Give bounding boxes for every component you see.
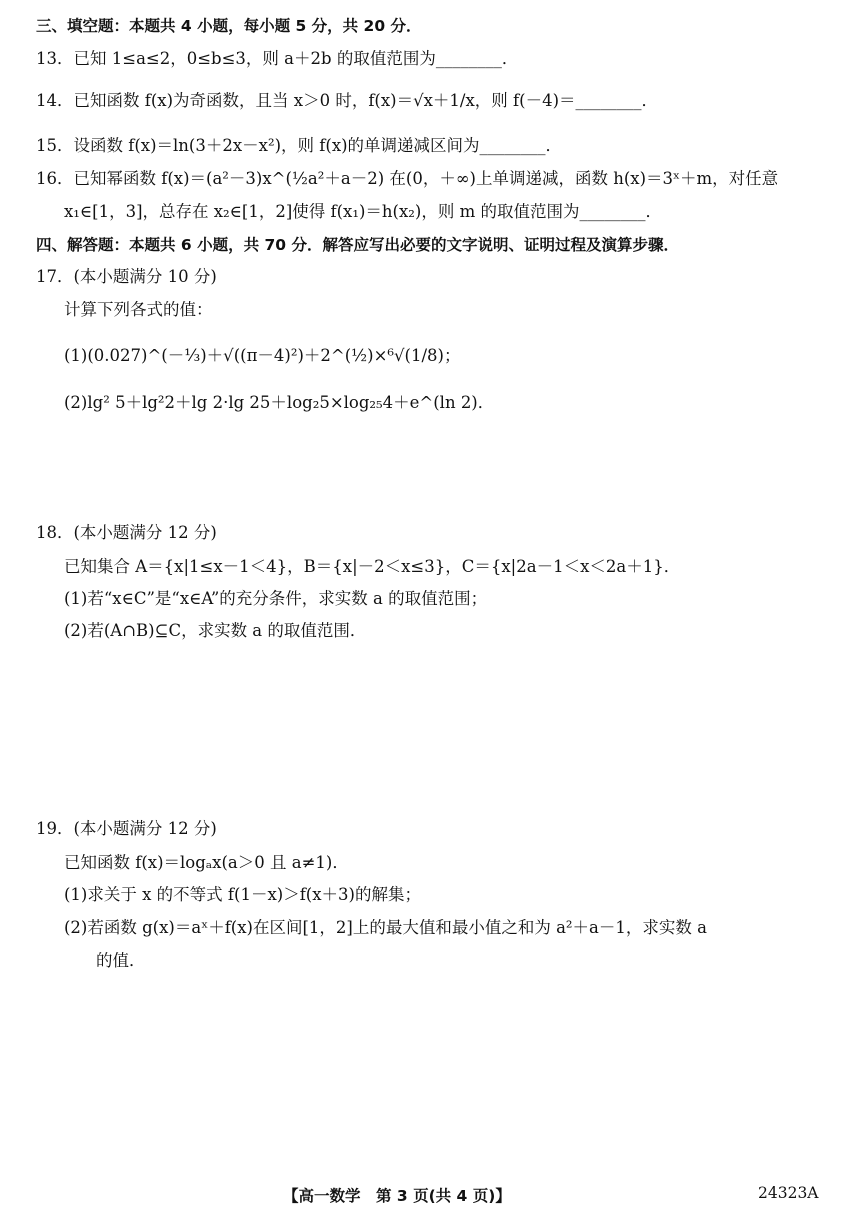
- question-19-head: 19．(本小题满分 12 分): [36, 819, 217, 838]
- question-19-part2-line2: 的值．: [96, 951, 146, 970]
- question-17-part1: (1)(0.027)^(－⅓)＋√((π－4)²)＋2^(½)×⁶√(1/8)；: [64, 346, 461, 365]
- exam-code: 24323A: [758, 1184, 819, 1202]
- question-17-part2: (2)lg² 5＋lg²2＋lg 2·lg 25＋log₂5×log₂₅4＋e^(ln 2)．: [64, 393, 495, 412]
- question-16-line2: x₁∈[1，3]，总存在 x₂∈[1，2]使得 f(x₁)＝h(x₂)，则 m 的取值范围为________．: [64, 202, 662, 221]
- question-18-stem: 已知集合 A＝{x|1≤x－1＜4}，B＝{x|－2＜x≤3}，C＝{x|2a－1＜x＜2a＋1}．: [64, 557, 681, 576]
- question-15: 15．设函数 f(x)＝ln(3＋2x－x²)，则 f(x)的单调递减区间为________．: [36, 136, 563, 155]
- question-14: 14．已知函数 f(x)为奇函数，且当 x＞0 时，f(x)＝√x＋1/x，则 f(－4)＝________．: [36, 91, 659, 110]
- question-19-stem: 已知函数 f(x)＝logₐx(a＞0 且 a≠1)．: [64, 853, 349, 872]
- question-18-part2: (2)若(A∩B)⊆C，求实数 a 的取值范围．: [64, 621, 367, 640]
- question-13: 13．已知 1≤a≤2，0≤b≤3，则 a＋2b 的取值范围为________．: [36, 49, 519, 68]
- question-18-head: 18．(本小题满分 12 分): [36, 523, 217, 542]
- question-19-part2-line1: (2)若函数 g(x)＝aˣ＋f(x)在区间[1，2]上的最大值和最小值之和为 a²＋a－1，求实数 a: [64, 918, 707, 937]
- question-16-line1: 16．已知幂函数 f(x)＝(a²－3)x^(½a²＋a－2) 在(0，＋∞)上单调递减，函数 h(x)＝3ˣ＋m，对任意: [36, 169, 779, 188]
- question-17-head: 17．(本小题满分 10 分): [36, 267, 217, 286]
- question-18-part1: (1)若“x∈C”是“x∈A”的充分条件，求实数 a 的取值范围；: [64, 589, 488, 608]
- question-17-stem: 计算下列各式的值：: [64, 300, 213, 319]
- section3-title: 三、填空题：本题共 4 小题，每小题 5 分，共 20 分．: [36, 17, 422, 35]
- question-19-part1: (1)求关于 x 的不等式 f(1－x)＞f(x＋3)的解集；: [64, 885, 421, 904]
- page-footer: 【高一数学 第 3 页(共 4 页)】: [283, 1187, 511, 1205]
- section4-title: 四、解答题：本题共 6 小题，共 70 分．解答应写出必要的文字说明、证明过程及演算步骤．: [36, 236, 679, 254]
